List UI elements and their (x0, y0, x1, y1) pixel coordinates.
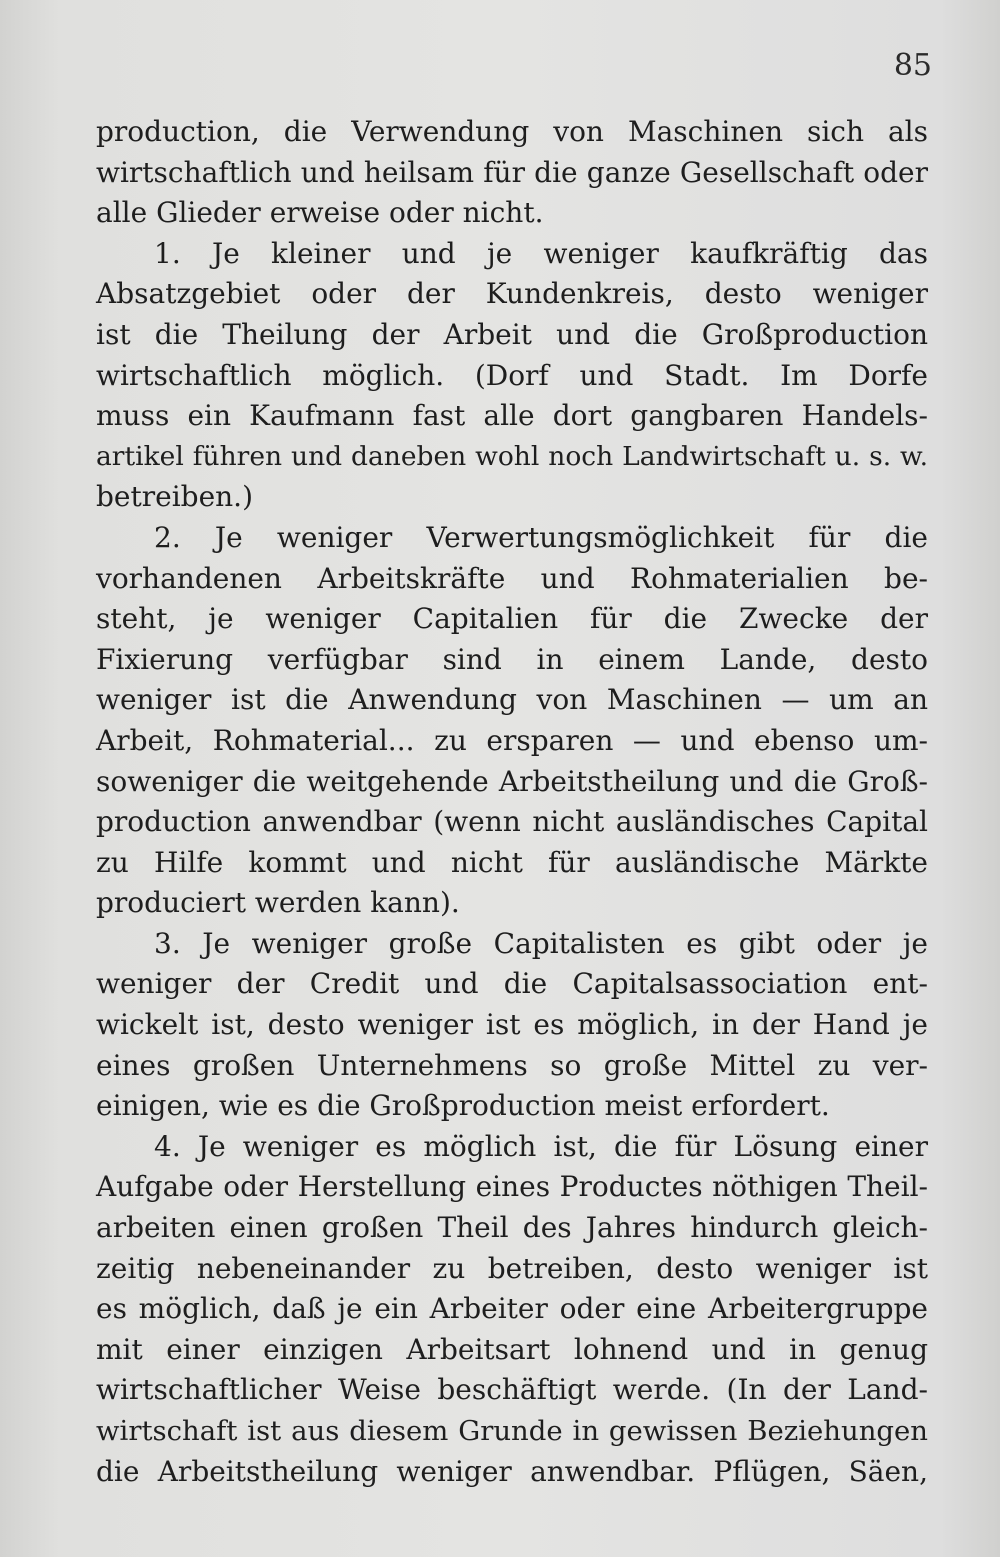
text-line: wickelt ist, desto weniger ist es möglich, in der Hand je (96, 1008, 928, 1042)
text-line: vorhandenen Arbeitskräfte und Rohmaterialien be- (96, 561, 928, 595)
text-line: wirtschaftlicher Weise beschäftigt werde. (In der Land- (96, 1373, 928, 1407)
text-line: mit einer einzigen Arbeitsart lohnend und in genug (96, 1332, 928, 1366)
text-line: wirtschaftlich und heilsam für die ganze Gesellschaft oder (96, 155, 928, 189)
text-line: arbeiten einen großen Theil des Jahres hindurch gleich- (96, 1211, 928, 1245)
text-line: es möglich, daß je ein Arbeiter oder eine Arbeitergruppe (96, 1292, 928, 1326)
text-line: ist die Theilung der Arbeit und die Großproduction (96, 317, 928, 351)
text-line: weniger der Credit und die Capitalsassociation ent- (96, 967, 928, 1001)
text-line: zeitig nebeneinander zu betreiben, desto weniger ist (96, 1251, 928, 1285)
page-number: 85 (893, 48, 932, 83)
text-line: eines großen Unternehmens so große Mittel zu ver- (96, 1048, 928, 1082)
text-line: muss ein Kaufmann fast alle dort gangbaren Handels- (96, 399, 928, 433)
text-line: artikel führen und daneben wohl noch Landwirtschaft u. s. w. (96, 440, 928, 472)
text-line: soweniger die weitgehende Arbeitstheilung und die Groß- (96, 764, 928, 798)
text-line: Absatzgebiet oder der Kundenkreis, desto weniger (96, 277, 928, 311)
text-line: Arbeit, Rohmaterial... zu ersparen — und ebenso um- (96, 723, 928, 757)
body-text (96, 112, 928, 1492)
text-line: zu Hilfe kommt und nicht für ausländische Märkte (96, 845, 928, 879)
text-line: 3. Je weniger große Capitalisten es gibt oder je (154, 926, 928, 960)
text-line: production, die Verwendung von Maschinen sich als (96, 115, 928, 148)
text-line: alle Glieder erweise oder nicht. (96, 196, 544, 230)
text-line: weniger ist die Anwendung von Maschinen — um an (96, 683, 928, 717)
text-line: die Arbeitstheilung weniger anwendbar. Pflügen, Säen, (96, 1454, 928, 1488)
text-line: production anwendbar (wenn nicht ausländisches Capital (96, 805, 928, 839)
text-line: produciert werden kann). (96, 886, 460, 920)
text-line: 4. Je weniger es möglich ist, die für Lösung einer (154, 1129, 928, 1163)
text-line: wirtschaft ist aus diesem Grunde in gewissen Beziehungen (96, 1415, 928, 1447)
text-line: einigen, wie es die Großproduction meist erfordert. (96, 1089, 830, 1123)
text-line: steht, je weniger Capitalien für die Zwecke der (96, 602, 928, 636)
text-line: 2. Je weniger Verwertungsmöglichkeit für die (154, 520, 928, 554)
text-line: 1. Je kleiner und je weniger kaufkräftig das (154, 236, 928, 270)
text-line: betreiben.) (96, 480, 254, 514)
text-line: Fixierung verfügbar sind in einem Lande, desto (96, 642, 928, 676)
text-line: Aufgabe oder Herstellung eines Productes nöthigen Theil- (96, 1170, 928, 1204)
text-line: wirtschaftlich möglich. (Dorf und Stadt. Im Dorfe (96, 358, 928, 392)
